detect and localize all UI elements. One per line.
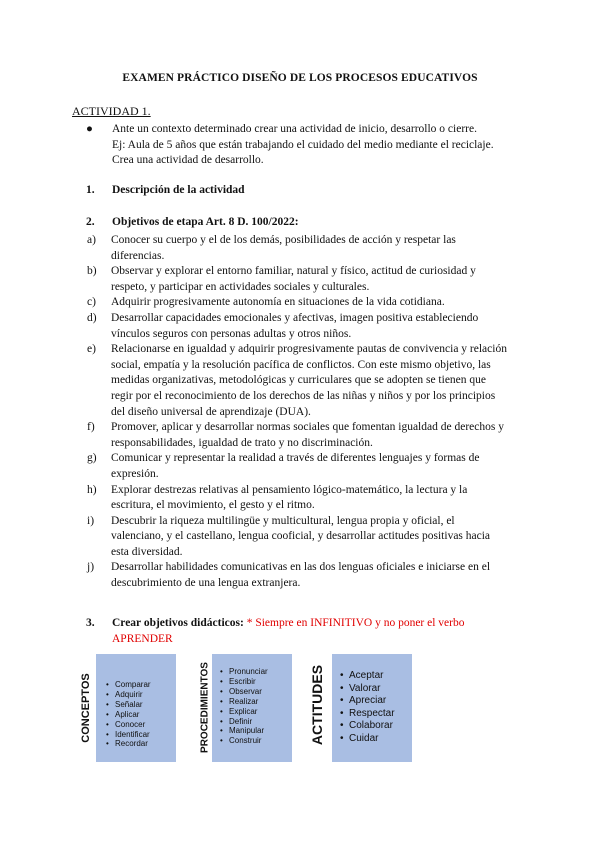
list-item: • Construir [220, 736, 292, 746]
document-title: EXAMEN PRÁCTICO DISEÑO DE LOS PROCESOS EDUCATIVOS [122, 72, 478, 84]
list-item: • Cuidar [340, 733, 412, 746]
section-3-note: * Siempre en INFINITIVO y no poner el verbo [246, 617, 465, 629]
objective-line: respeto, y participar en actividades sociales y culturales. [111, 280, 370, 293]
section-3-title: Crear objetivos didácticos: [112, 617, 244, 629]
section-1-title: Descripción de la actividad [112, 184, 245, 196]
objective-item [87, 342, 527, 420]
objective-letter: e) [87, 343, 96, 356]
list-item: • Colaborar [340, 720, 412, 733]
procedimientos-label: PROCEDIMIENTOS [199, 662, 211, 753]
list-item: • Adquirir [106, 690, 176, 700]
objective-line: del diseño universal de aprendizaje (DUA). [111, 405, 311, 418]
objective-letter: d) [87, 311, 97, 324]
objective-line: Relacionarse en igualdad y adquirir progresivamente pautas de convivencia y relación [111, 343, 507, 356]
objective-item [87, 451, 527, 482]
list-item: • Definir [220, 717, 292, 727]
section-1-heading [86, 184, 245, 196]
didactic-objectives-diagram [0, 654, 600, 764]
objective-line: responsabilidades, igualdad de trato y no discriminación. [111, 436, 373, 449]
objective-item [87, 560, 527, 591]
list-item: • Señalar [106, 700, 176, 710]
objective-item [87, 295, 527, 311]
objective-item [87, 514, 527, 561]
list-item: • Identificar [106, 730, 176, 740]
objectives-list [87, 233, 527, 592]
bullet-icon: ● [86, 123, 93, 135]
section-1-number: 1. [86, 184, 95, 196]
section-2-number: 2. [86, 216, 95, 228]
objective-line: Descubrir la riqueza multilingüe y multicultural, lengua propia y oficial, el [111, 514, 455, 527]
list-item: • Respectar [340, 708, 412, 721]
conceptos-box [96, 654, 176, 762]
objective-line: regir por el reconocimiento de los derechos de las niñas y niños y por los principios [111, 389, 496, 402]
list-item: • Observar [220, 687, 292, 697]
activity-heading: ACTIVIDAD 1. [72, 104, 151, 118]
section-3-note-continued: APRENDER [112, 633, 173, 645]
conceptos-list [96, 654, 176, 749]
objective-item [87, 483, 527, 514]
list-item: • Recordar [106, 739, 176, 749]
objective-letter: j) [87, 561, 95, 574]
objective-line: Conocer su cuerpo y el de los demás, posibilidades de acción y respetar las [111, 234, 456, 246]
objective-item [87, 311, 527, 342]
objective-line: Adquirir progresivamente autonomía en situaciones de la vida cotidiana. [111, 296, 445, 309]
list-item: • Conocer [106, 720, 176, 730]
objective-line: Desarrollar capacidades emocionales y afectivas, imagen positiva estableciendo [111, 311, 479, 324]
objective-line: escritura, el movimiento, el gesto y el ritmo. [111, 499, 315, 512]
actitudes-list [332, 654, 412, 746]
list-item: • Explicar [220, 707, 292, 717]
objective-line: medidas organizativas, metodológicas y curriculares que se adopten se tienen que [111, 374, 487, 387]
conceptos-label: CONCEPTOS [80, 673, 92, 743]
list-item: • Realizar [220, 697, 292, 707]
objective-letter: a) [87, 234, 96, 246]
objective-letter: h) [87, 483, 97, 496]
section-2-heading [86, 216, 299, 228]
objective-line: vínculos seguros con personas adultas y otros niños. [111, 327, 352, 340]
objective-line: Observar y explorar el entorno familiar, natural y físico, actitud de curiosidad y [111, 265, 476, 278]
objective-line: Promover, aplicar y desarrollar normas sociales que fomentan igualdad de derechos y [111, 421, 504, 434]
section-3-number: 3. [86, 617, 95, 629]
objective-letter: f) [87, 421, 95, 434]
objective-line: Explorar destrezas relativas al pensamiento lógico-matemático, la lectura y la [111, 483, 468, 496]
list-item: • Escribir [220, 677, 292, 687]
objective-line: Desarrollar habilidades comunicativas en las dos lenguas oficiales e iniciarse en el [111, 561, 491, 574]
objective-item [87, 233, 527, 264]
list-item: • Manipular [220, 726, 292, 736]
intro-line-2: Ej: Aula de 5 años que están trabajando el cuidado del medio mediante el reciclaje. [112, 138, 494, 151]
objective-item [87, 264, 527, 295]
list-item: • Valorar [340, 683, 412, 696]
list-item: • Pronunciar [220, 667, 292, 677]
objective-letter: g) [87, 452, 97, 465]
objective-line: descubrimiento de una lengua extranjera. [111, 577, 301, 590]
objective-line: diferencias. [111, 249, 165, 262]
objective-line: Comunicar y representar la realidad a través de diferentes lenguajes y formas de [111, 452, 480, 465]
list-item: • Apreciar [340, 695, 412, 708]
actitudes-label: ACTITUDES [309, 664, 325, 746]
objective-line: valenciano, y el castellano, lengua cooficial, y desarrollar actitudes positivas hacia [111, 530, 491, 543]
objective-item [87, 420, 527, 451]
procedimientos-list [212, 654, 292, 746]
objective-line: esta diversidad. [111, 545, 183, 558]
objective-letter: c) [87, 296, 96, 309]
section-3-heading [86, 615, 465, 647]
objective-line: expresión. [111, 467, 159, 480]
actitudes-box [332, 654, 412, 762]
list-item: • Aplicar [106, 710, 176, 720]
list-item: • Aceptar [340, 670, 412, 683]
objective-letter: b) [87, 265, 97, 278]
intro-line-3: Crea una actividad de desarrollo. [112, 154, 264, 166]
intro-line-1: Ante un contexto determinado crear una actividad de inicio, desarrollo o cierre. [112, 123, 477, 135]
intro-bullet [86, 122, 526, 169]
objective-letter: i) [87, 514, 95, 527]
section-2-title: Objetivos de etapa Art. 8 D. 100/2022: [112, 216, 299, 228]
procedimientos-box [212, 654, 292, 762]
objective-line: social, empatía y la resolución pacífica de conflictos. Con este mismo objetivo, las [111, 358, 491, 371]
list-item: • Comparar [106, 680, 176, 690]
